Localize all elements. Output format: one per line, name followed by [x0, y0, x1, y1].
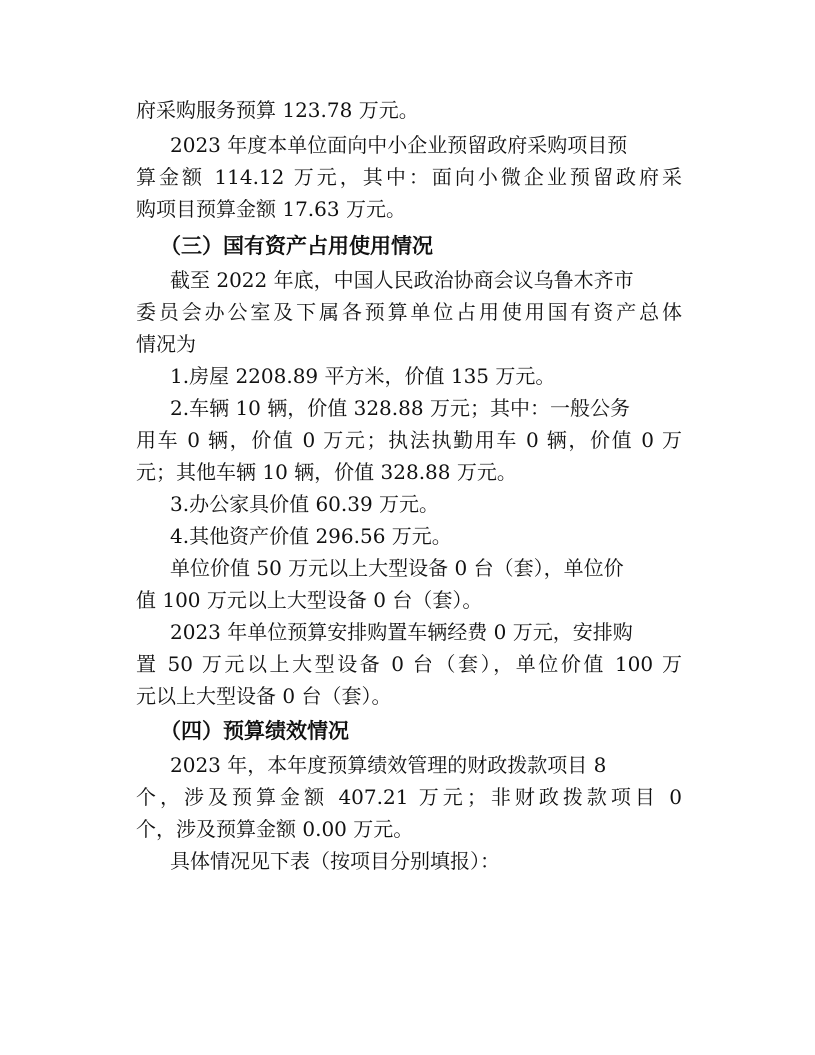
- list-item: 1.房屋 2208.89 平方米，价值 135 万元。: [170, 364, 556, 388]
- section-heading: （三）国有资产占用使用情况: [160, 234, 433, 258]
- paragraph-line: 情况为: [136, 332, 196, 356]
- paragraph-line: 置 50 万元以上大型设备 0 台（套），单位价值 100 万: [136, 652, 682, 676]
- list-item: 4.其他资产价值 296.56 万元。: [170, 524, 452, 548]
- paragraph-line: 单位价值 50 万元以上大型设备 0 台（套），单位价: [170, 556, 624, 580]
- paragraph-line: 元；其他车辆 10 辆，价值 328.88 万元。: [136, 460, 517, 484]
- paragraph-line: 2023 年，本年度预算绩效管理的财政拨款项目 8: [170, 753, 607, 777]
- paragraph-line: 值 100 万元以上大型设备 0 台（套）。: [136, 588, 483, 612]
- list-item: 2.车辆 10 辆，价值 328.88 万元；其中：一般公务: [170, 396, 630, 420]
- paragraph-line: 具体情况见下表（按项目分别填报）：: [170, 849, 500, 873]
- paragraph-line: 委员会办公室及下属各预算单位占用使用国有资产总体: [136, 300, 682, 324]
- paragraph-line: 个，涉及预算金额 407.21 万元；非财政拨款项目 0: [136, 785, 682, 809]
- paragraph-line: 府采购服务预算 123.78 万元。: [136, 98, 419, 122]
- paragraph-line: 购项目预算金额 17.63 万元。: [136, 197, 406, 221]
- paragraph-line: 用车 0 辆，价值 0 万元；执法执勤用车 0 辆，价值 0 万: [136, 428, 682, 452]
- paragraph-line: 算金额 114.12 万元，其中：面向小微企业预留政府采: [136, 165, 682, 189]
- list-item: 3.办公家具价值 60.39 万元。: [170, 492, 440, 516]
- section-heading: （四）预算绩效情况: [160, 719, 349, 743]
- paragraph-line: 2023 年单位预算安排购置车辆经费 0 万元，安排购: [170, 620, 633, 644]
- paragraph-line: 个，涉及预算金额 0.00 万元。: [136, 817, 414, 841]
- paragraph-line: 2023 年度本单位面向中小企业预留政府采购项目预: [170, 133, 628, 157]
- paragraph-line: 元以上大型设备 0 台（套）。: [136, 684, 392, 708]
- paragraph-line: 截至 2022 年底，中国人民政治协商会议乌鲁木齐市: [170, 268, 634, 292]
